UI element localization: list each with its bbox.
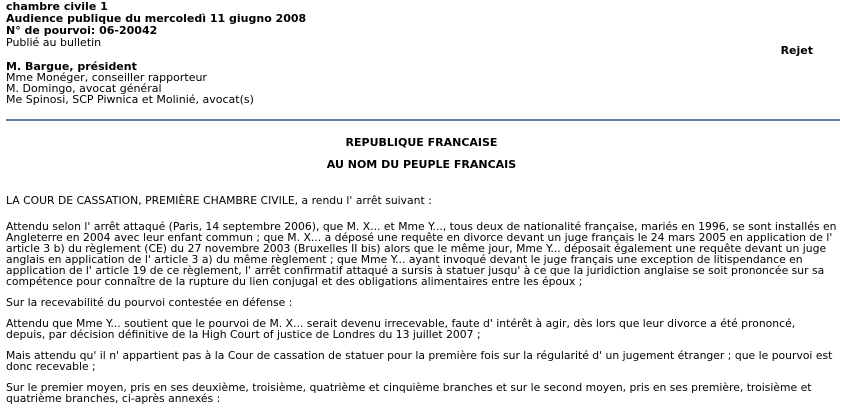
avocats-names: Me Spinosi, SCP Piwnica et Molinié, avocat(s) xyxy=(6,93,254,106)
chamber-label: chambre civile 1 xyxy=(6,0,108,13)
title-au-nom: AU NOM DU PEUPLE FRANCAIS xyxy=(326,158,517,171)
decision-label: Rejet xyxy=(780,44,813,57)
case-number: N° de pourvoi: 06-20042 xyxy=(6,24,158,37)
header-divider xyxy=(6,119,840,121)
court-composition xyxy=(6,61,837,105)
ruling-body xyxy=(6,195,837,414)
document-title-block xyxy=(6,137,837,171)
ruling-paragraph-facts: Attendu selon l' arrêt attaqué (Paris, 14 septembre 2006), que M. X... et Mme Y..., tous deux de nationalité française, mariés en 1996, se sont installés en Angleterre en 2004 avec leur enfant commun ; que M. X... a déposé une requête en divorce devant un juge français le 24 mars 2005 en application de l' article 3 b) du règlement (CE) du 27 novembre 2003 (Bruxelles II bis) alors que le même jour, Mme Y... déposait également une requête devant un juge anglais en application de l' article 3 a) du même règlement ; que Mme Y... ayant invoqué devant le juge français une exception de litispendance en application de l' article 19 de ce règlement, l' arrêt confirmatif attaqué a sursis à statuer jusqu' à ce que la juridiction anglaise se soit prononcée sur sa compétence pour connaître de la rupture du lien conjugal et des obligations alimentaires entre les époux ; xyxy=(6,220,837,288)
ruling-paragraph-recevable: Mais attendu qu' il n' appartient pas à la Cour de cassation de statuer pour la première fois sur la régularité d' un jugement étranger ; que le pourvoi est donc recevable ; xyxy=(6,349,833,373)
publication-status: Publié au bulletin xyxy=(6,36,102,49)
title-republique: REPUBLIQUE FRANCAISE xyxy=(345,136,498,149)
document-header xyxy=(6,0,837,49)
president-name: M. Bargue, président xyxy=(6,60,137,73)
hearing-date: Audience publique du mercoledì 11 giugno 2008 xyxy=(6,12,307,25)
ruling-paragraph-defense-argument: Attendu que Mme Y... soutient que le pourvoi de M. X... serait devenu irrecevable, faute d' intérêt à agir, dès lors que leur divorce a été prononcé, depuis, par décision définitive de la High Court of justice de Londres du 13 juillet 2007 ; xyxy=(6,317,796,341)
ruling-paragraph-moyens: Sur le premier moyen, pris en ses deuxième, troisième, quatrième et cinquième branches et sur le second moyen, pris en ses première, troisième et quatrième branches, ci-après annexés : xyxy=(6,381,812,405)
avocat-general-name: M. Domingo, avocat général xyxy=(6,82,162,95)
rapporteur-name: Mme Monéger, conseiller rapporteur xyxy=(6,71,207,84)
ruling-paragraph-recevabilite-heading: Sur la recevabilité du pourvoi contestée en défense : xyxy=(6,296,293,309)
ruling-intro: LA COUR DE CASSATION, PREMIÈRE CHAMBRE CIVILE, a rendu l' arrêt suivant : xyxy=(6,194,432,207)
